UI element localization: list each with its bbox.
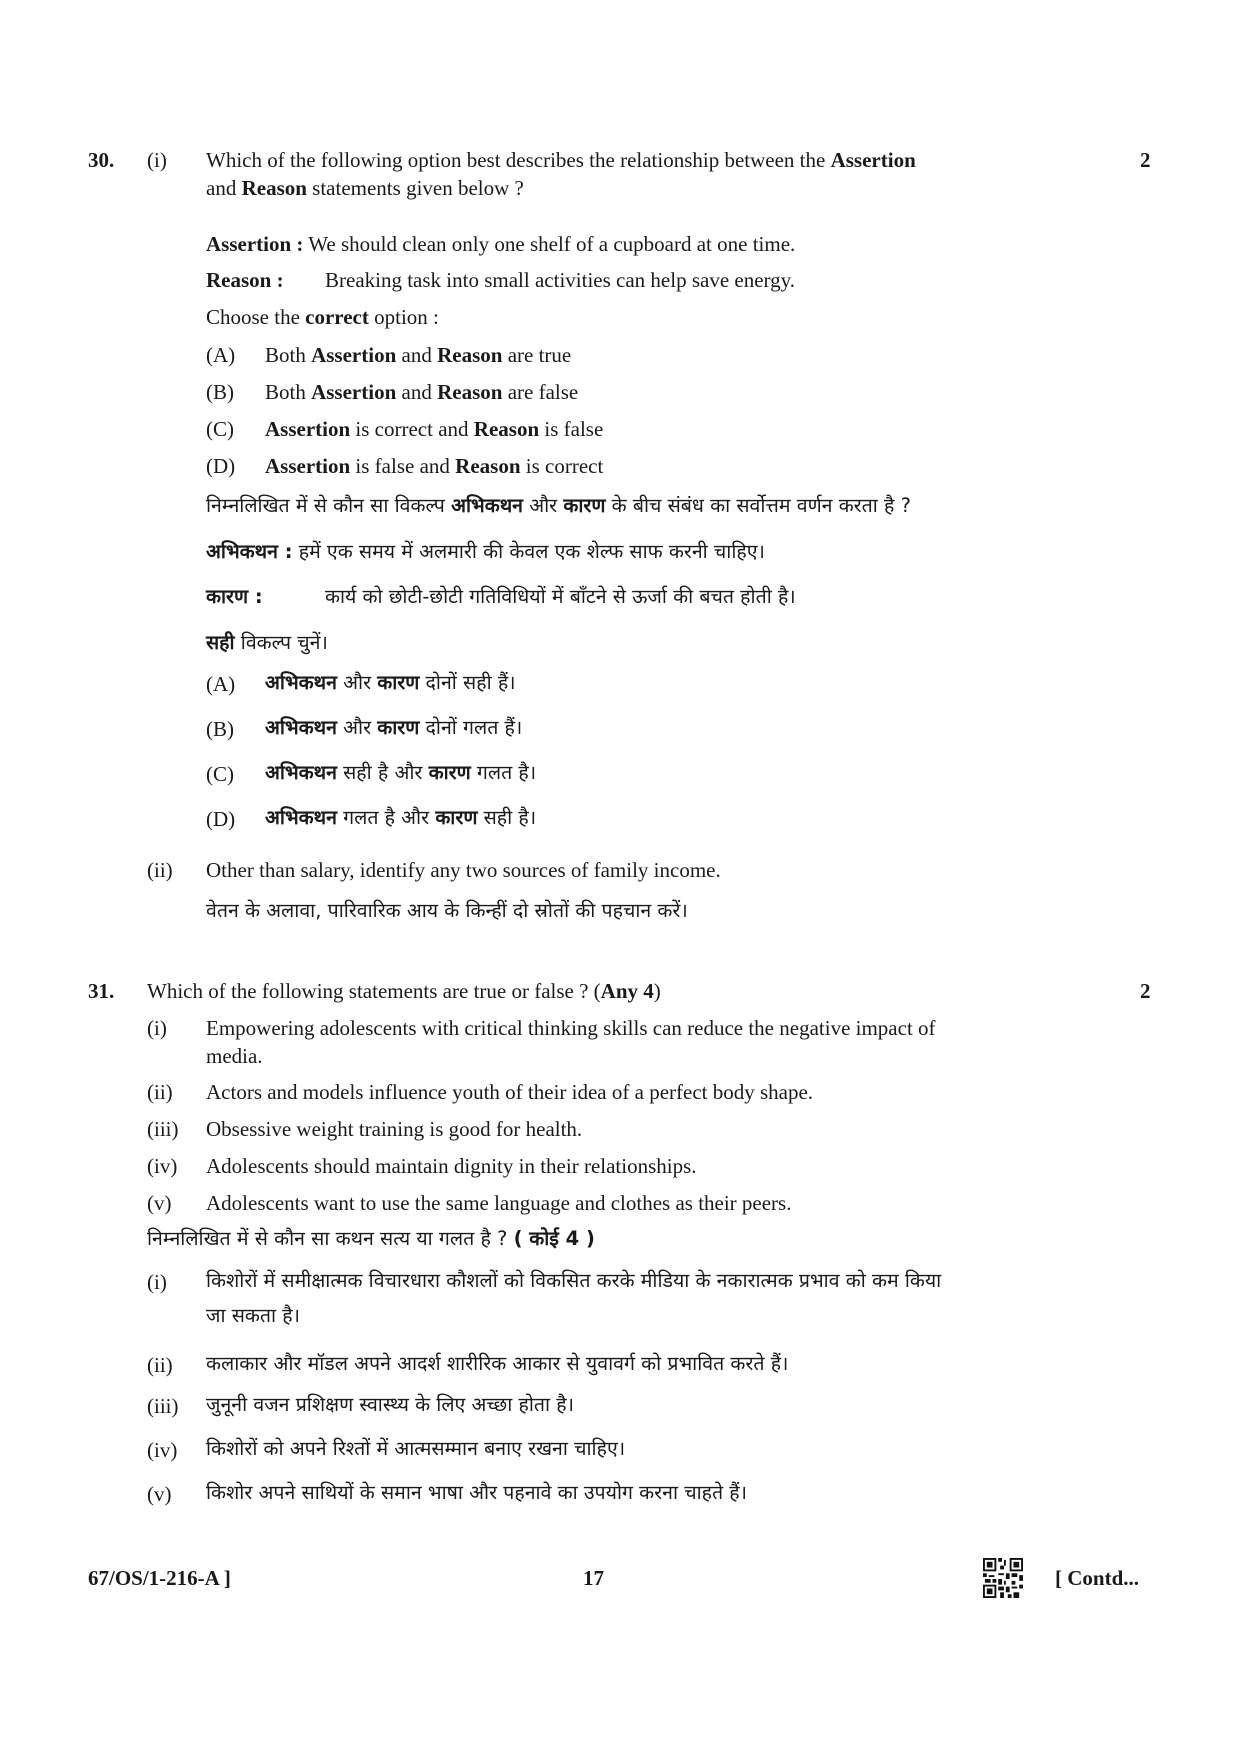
hindi-question-stem: निम्नलिखित में से कौन सा कथन सत्य या गलत है ? ( कोई 4 )	[147, 1227, 595, 1250]
hindi-option-text: अभिकथन गलत है और कारण सही है।	[265, 806, 537, 829]
statement-label: (v)	[147, 1191, 172, 1215]
question-number: 31.	[88, 979, 115, 1003]
hindi-statement-text: जा सकता है।	[206, 1304, 300, 1327]
page-number: 17	[583, 1566, 604, 1590]
hindi-statement-label: (v)	[147, 1482, 172, 1506]
hindi-assertion-statement: अभिकथन : हमें एक समय में अलमारी की केवल एक शेल्फ साफ करनी चाहिए।	[206, 540, 765, 563]
continued-label: [ Contd...	[1055, 1566, 1140, 1590]
statement-text: Actors and models influence youth of their idea of a perfect body shape.	[206, 1080, 814, 1104]
option-text: Assertion is false and Reason is correct	[265, 454, 604, 478]
hindi-reason-text: कार्य को छोटी-छोटी गतिविधियों में बाँटने से ऊर्जा की बचत होती है।	[325, 585, 796, 608]
hindi-statement-text: किशोर अपने साथियों के समान भाषा और पहनावे का उपयोग करना चाहते हैं।	[206, 1481, 748, 1504]
statement-text: Adolescents should maintain dignity in their relationships.	[206, 1154, 697, 1178]
hindi-option-label: (B)	[206, 717, 234, 741]
question-text-line: and Reason statements given below ?	[206, 176, 524, 200]
hindi-statement-label: (i)	[147, 1270, 167, 1294]
hindi-reason-label: कारण :	[206, 585, 263, 608]
option-label: (D)	[206, 454, 236, 478]
hindi-question-text: निम्नलिखित में से कौन सा विकल्प अभिकथन और कारण के बीच संबंध का सर्वोत्तम वर्णन करता है ?	[206, 494, 911, 517]
reason-statement-text: Breaking task into small activities can help save energy.	[325, 268, 796, 292]
option-text: Assertion is correct and Reason is false	[265, 417, 604, 441]
statement-text: Empowering adolescents with critical thinking skills can reduce the negative impact of	[206, 1016, 936, 1040]
hindi-statement-label: (ii)	[147, 1353, 173, 1377]
hindi-option-text: अभिकथन सही है और कारण गलत है।	[265, 761, 537, 784]
hindi-choose-instruction: सही विकल्प चुनें।	[206, 631, 328, 654]
hindi-option-text: अभिकथन और कारण दोनों सही हैं।	[265, 671, 516, 694]
sub-question-label: (ii)	[147, 858, 173, 882]
question-text-line: Other than salary, identify any two sources of family income.	[206, 858, 721, 882]
statement-text: Adolescents want to use the same language and clothes as their peers.	[206, 1191, 792, 1215]
statement-label: (iv)	[147, 1154, 178, 1178]
statement-label: (iii)	[147, 1117, 179, 1141]
option-label: (C)	[206, 417, 234, 441]
choose-instruction: Choose the correct option :	[206, 305, 439, 329]
statement-text: media.	[206, 1044, 263, 1068]
hindi-option-label: (D)	[206, 807, 236, 831]
option-text: Both Assertion and Reason are true	[265, 343, 572, 367]
question-stem: Which of the following statements are true or false ? (Any 4)	[147, 979, 661, 1003]
question-marks: 2	[1140, 148, 1151, 172]
paper-code: 67/OS/1-216-A ]	[88, 1566, 231, 1590]
question-number: 30.	[88, 148, 115, 172]
hindi-statement-text: कलाकार और मॉडल अपने आदर्श शारीरिक आकार से युवावर्ग को प्रभावित करते हैं।	[206, 1352, 789, 1375]
option-text: Both Assertion and Reason are false	[265, 380, 579, 404]
hindi-statement-text: जुनूनी वजन प्रशिक्षण स्वास्थ्य के लिए अच्छा होता है।	[206, 1393, 575, 1416]
hindi-statement-text: किशोरों में समीक्षात्मक विचारधारा कौशलों को विकसित करके मीडिया के नकारात्मक प्रभाव को कम किया	[206, 1269, 942, 1292]
statement-label: (ii)	[147, 1080, 173, 1104]
assertion-statement: Assertion : We should clean only one shelf of a cupboard at one time.	[206, 232, 796, 256]
hindi-option-label: (C)	[206, 762, 234, 786]
statement-label: (i)	[147, 1016, 167, 1040]
statement-text: Obsessive weight training is good for health.	[206, 1117, 583, 1141]
reason-statement: Reason :	[206, 268, 284, 292]
qr-code-icon	[983, 1558, 1023, 1598]
option-label: (A)	[206, 343, 236, 367]
hindi-statement-label: (iii)	[147, 1394, 179, 1418]
option-label: (B)	[206, 380, 234, 404]
hindi-question-text: वेतन के अलावा, पारिवारिक आय के किन्हीं दो स्रोतों की पहचान करें।	[206, 899, 688, 922]
hindi-statement-label: (iv)	[147, 1438, 178, 1462]
question-marks: 2	[1140, 979, 1151, 1003]
hindi-option-text: अभिकथन और कारण दोनों गलत हैं।	[265, 716, 523, 739]
sub-question-label: (i)	[147, 148, 167, 172]
hindi-statement-text: किशोरों को अपने रिश्तों में आत्मसम्मान बनाए रखना चाहिए।	[206, 1437, 626, 1460]
hindi-option-label: (A)	[206, 672, 236, 696]
question-text-line: Which of the following option best describes the relationship between the Assertion	[206, 148, 916, 172]
